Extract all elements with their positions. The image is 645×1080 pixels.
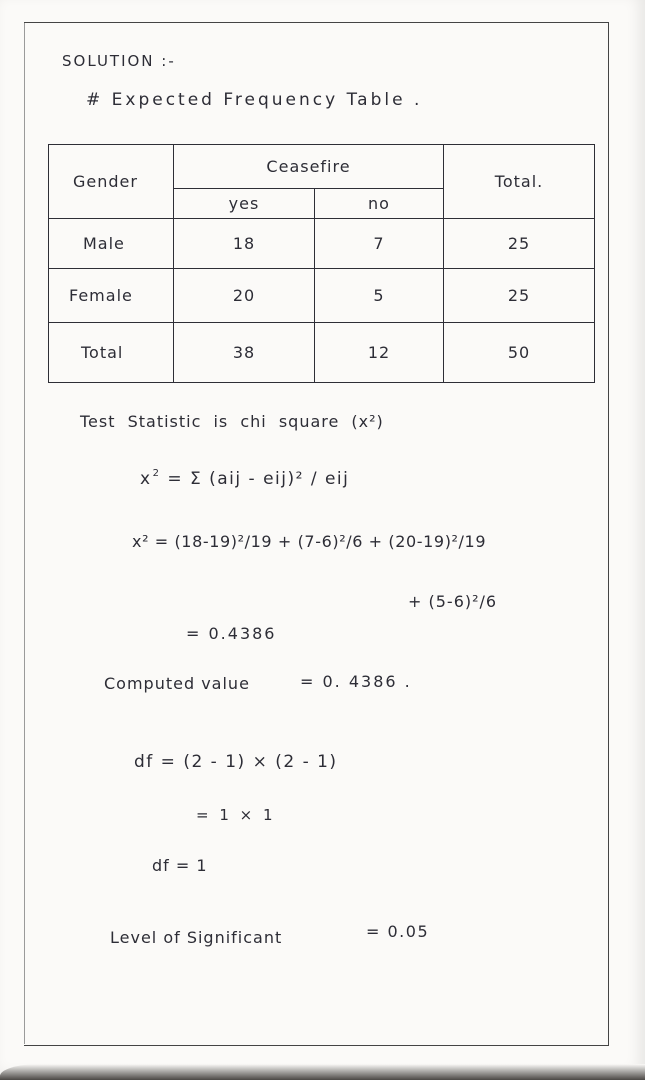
cell-no: 7 <box>315 219 444 269</box>
substitution-line-1: x² = (18-19)²/19 + (7-6)²/6 + (20-19)²/19 <box>132 532 487 551</box>
df-line-3: df = 1 <box>152 856 208 875</box>
page-bottom-shadow <box>0 1064 645 1080</box>
df-line-2: = 1 × 1 <box>196 806 276 824</box>
test-statistic-line: Test Statistic is chi square (x²) <box>80 412 384 431</box>
df-line-1: df = (2 - 1) × (2 - 1) <box>134 752 338 772</box>
chi-square-formula <box>140 468 349 489</box>
table-row <box>49 269 595 323</box>
cell-no: 12 <box>315 323 444 383</box>
chi-square-result: = 0.4386 <box>186 624 277 643</box>
table-row <box>49 219 595 269</box>
section-title: # Expected Frequency Table . <box>86 90 423 110</box>
row-label: Male <box>49 219 174 269</box>
cell-total: 25 <box>444 269 595 323</box>
row-label: Total <box>49 323 174 383</box>
computed-value-label: Computed value <box>104 674 250 693</box>
substitution-line-2: + (5-6)²/6 <box>408 592 498 611</box>
formula-rhs: = Σ (aij - eij)² / eij <box>167 469 350 489</box>
cell-total: 25 <box>444 219 595 269</box>
significance-value: = 0.05 <box>366 922 430 941</box>
ceasefire-header: Ceasefire <box>174 145 444 189</box>
row-label: Female <box>49 269 174 323</box>
formula-lhs-exponent: 2 <box>152 468 161 479</box>
computed-value: = 0. 4386 . <box>300 672 412 691</box>
formula-lhs: x <box>140 469 152 489</box>
significance-label: Level of Significant <box>110 928 283 947</box>
cell-no: 5 <box>315 269 444 323</box>
gender-header: Gender <box>49 145 174 219</box>
cell-yes: 18 <box>174 219 315 269</box>
solution-heading: SOLUTION :- <box>62 52 176 70</box>
total-header: Total. <box>444 145 595 219</box>
yes-header: yes <box>174 189 315 219</box>
cell-yes: 38 <box>174 323 315 383</box>
cell-yes: 20 <box>174 269 315 323</box>
cell-total: 50 <box>444 323 595 383</box>
expected-frequency-table <box>48 144 595 383</box>
table-row <box>49 323 595 383</box>
no-header: no <box>315 189 444 219</box>
